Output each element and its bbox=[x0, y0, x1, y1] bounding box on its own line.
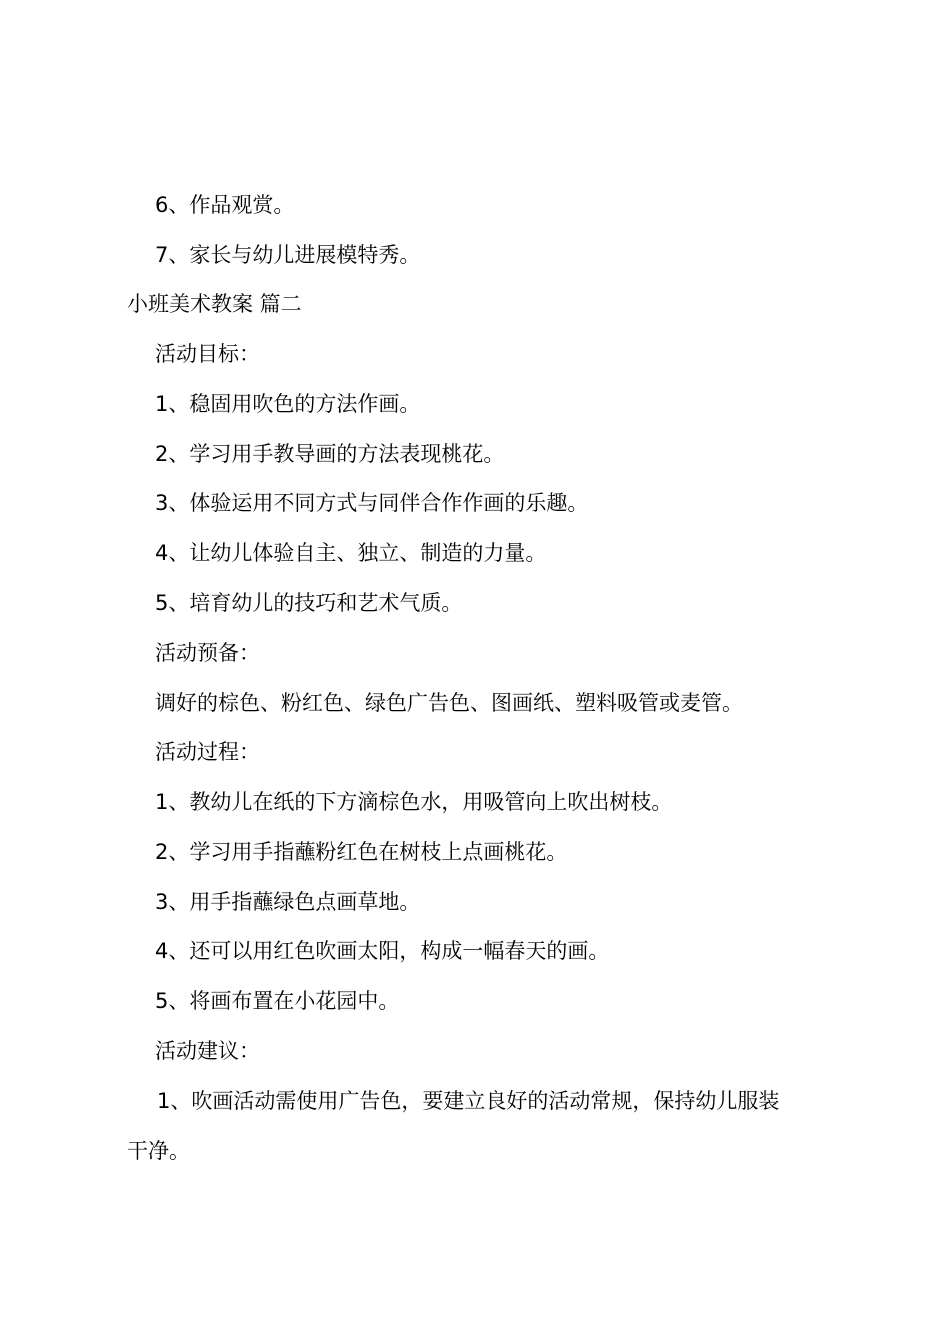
preparation-text: 调好的棕色、粉红色、绿色广告色、图画纸、塑料吸管或麦管。 bbox=[155, 691, 743, 715]
suggestion-item-1: 1、吹画活动需使用广告色，要建立良好的活动常规，保持幼儿服装 bbox=[157, 1089, 780, 1113]
goal-item-5: 5、培育幼儿的技巧和艺术气质。 bbox=[155, 591, 463, 615]
subheading-goals: 活动目标： bbox=[155, 342, 260, 366]
goal-item-4: 4、让幼儿体验自主、独立、制造的力量。 bbox=[155, 541, 547, 565]
goal-item-2: 2、学习用手教导画的方法表现桃花。 bbox=[155, 442, 505, 466]
process-item-3: 3、用手指蘸绿色点画草地。 bbox=[155, 890, 421, 914]
subheading-preparation: 活动预备： bbox=[155, 641, 260, 665]
subheading-process: 活动过程： bbox=[155, 740, 260, 764]
subheading-suggestions: 活动建议： bbox=[155, 1039, 260, 1063]
goal-item-3: 3、体验运用不同方式与同伴合作作画的乐趣。 bbox=[155, 491, 589, 515]
process-item-1: 1、教幼儿在纸的下方滴棕色水，用吸管向上吹出树枝。 bbox=[155, 790, 673, 814]
process-item-5: 5、将画布置在小花园中。 bbox=[155, 989, 400, 1013]
process-item-4: 4、还可以用红色吹画太阳，构成一幅春天的画。 bbox=[155, 939, 610, 963]
goal-item-1: 1、稳固用吹色的方法作画。 bbox=[155, 392, 421, 416]
section-heading: 小班美术教案 篇二 bbox=[127, 292, 302, 316]
list-item-7: 7、家长与幼儿进展模特秀。 bbox=[155, 243, 421, 267]
process-item-2: 2、学习用手指蘸粉红色在树枝上点画桃花。 bbox=[155, 840, 568, 864]
list-item-6: 6、作品观赏。 bbox=[155, 193, 295, 217]
suggestion-item-1-continued: 干净。 bbox=[127, 1139, 190, 1163]
